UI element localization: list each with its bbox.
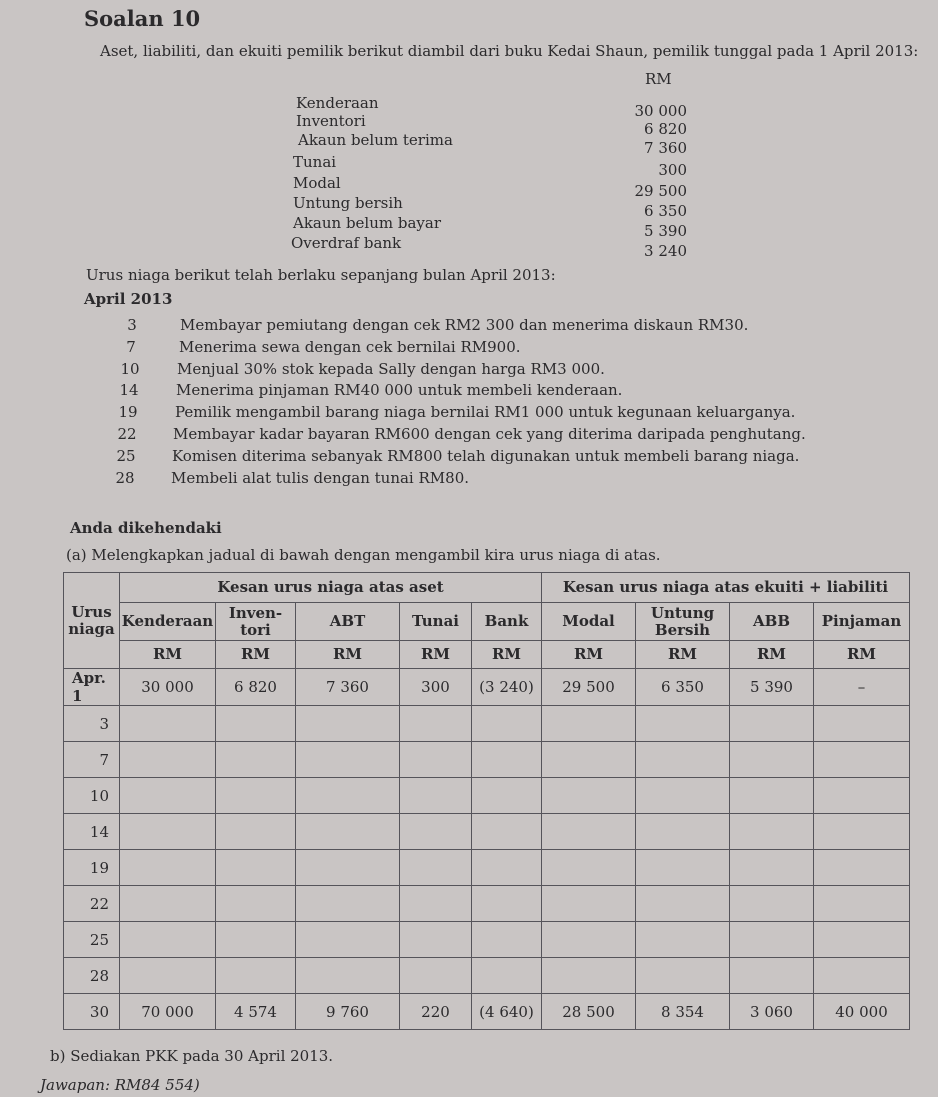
unit-label: RM bbox=[542, 641, 636, 669]
transaction-description: Menjual 30% stok kepada Sally dengan harga RM3 000. bbox=[177, 359, 605, 378]
blank-answer-cell[interactable] bbox=[400, 886, 472, 922]
column-header: Inven- tori bbox=[216, 603, 296, 641]
blank-answer-cell[interactable] bbox=[542, 922, 636, 958]
unit-label: RM bbox=[636, 641, 730, 669]
balance-label: Tunai bbox=[293, 153, 337, 171]
blank-answer-cell[interactable] bbox=[400, 706, 472, 742]
table-row bbox=[64, 922, 910, 958]
transaction-day: 7 bbox=[126, 337, 136, 356]
blank-answer-cell[interactable] bbox=[400, 814, 472, 850]
blank-answer-cell[interactable] bbox=[814, 850, 910, 886]
blank-answer-cell[interactable] bbox=[636, 814, 730, 850]
table-cell: (4 640) bbox=[472, 994, 542, 1030]
blank-answer-cell[interactable] bbox=[814, 958, 910, 994]
row-day-label: 25 bbox=[64, 922, 120, 958]
blank-answer-cell[interactable] bbox=[216, 742, 296, 778]
question-title: Soalan 10 bbox=[84, 6, 201, 31]
accounting-equation-table bbox=[63, 572, 910, 1030]
blank-answer-cell[interactable] bbox=[730, 850, 814, 886]
column-header: ABB bbox=[730, 603, 814, 641]
transaction-description: Menerima pinjaman RM40 000 untuk membeli kenderaan. bbox=[176, 381, 623, 400]
blank-answer-cell[interactable] bbox=[400, 778, 472, 814]
balance-label: Akaun belum bayar bbox=[293, 214, 442, 232]
blank-answer-cell[interactable] bbox=[472, 814, 542, 850]
blank-answer-cell[interactable] bbox=[542, 814, 636, 850]
blank-answer-cell[interactable] bbox=[400, 742, 472, 778]
blank-answer-cell[interactable] bbox=[542, 706, 636, 742]
transaction-description: Membayar pemiutang dengan cek RM2 300 dan menerima diskaun RM30. bbox=[180, 316, 749, 334]
blank-answer-cell[interactable] bbox=[120, 706, 216, 742]
blank-answer-cell[interactable] bbox=[120, 850, 216, 886]
transaction-description: Membeli alat tulis dengan tunai RM80. bbox=[171, 468, 470, 487]
blank-answer-cell[interactable] bbox=[296, 814, 400, 850]
balance-value: 7 360 bbox=[644, 139, 687, 157]
table-cell: 8 354 bbox=[636, 994, 730, 1030]
transaction-day: 10 bbox=[120, 359, 140, 378]
blank-answer-cell[interactable] bbox=[542, 778, 636, 814]
blank-answer-cell[interactable] bbox=[216, 850, 296, 886]
row-day-label: 3 bbox=[64, 706, 120, 742]
table-row bbox=[64, 886, 910, 922]
task-heading: Anda dikehendaki bbox=[70, 519, 222, 537]
table-cell: – bbox=[814, 669, 910, 706]
blank-answer-cell[interactable] bbox=[296, 742, 400, 778]
blank-answer-cell[interactable] bbox=[730, 886, 814, 922]
balance-value: 3 240 bbox=[644, 242, 687, 260]
column-header: Bank bbox=[472, 603, 542, 641]
blank-answer-cell[interactable] bbox=[814, 778, 910, 814]
table-row bbox=[64, 742, 910, 778]
row-day-label: 22 bbox=[64, 886, 120, 922]
row-day-label: 7 bbox=[64, 742, 120, 778]
month-heading: April 2013 bbox=[84, 290, 173, 308]
table-cell: 300 bbox=[400, 669, 472, 706]
unit-row bbox=[64, 641, 910, 669]
table-cell: 40 000 bbox=[814, 994, 910, 1030]
transaction-description: Menerima sewa dengan cek bernilai RM900. bbox=[179, 337, 521, 356]
blank-answer-cell[interactable] bbox=[730, 742, 814, 778]
blank-answer-cell[interactable] bbox=[216, 958, 296, 994]
balance-label: Inventori bbox=[296, 112, 366, 130]
transaction-day: 14 bbox=[119, 381, 139, 400]
unit-label: RM bbox=[472, 641, 542, 669]
blank-answer-cell[interactable] bbox=[636, 778, 730, 814]
blank-answer-cell[interactable] bbox=[542, 958, 636, 994]
blank-answer-cell[interactable] bbox=[814, 886, 910, 922]
table-cell: 5 390 bbox=[730, 669, 814, 706]
blank-answer-cell[interactable] bbox=[472, 742, 542, 778]
blank-answer-cell[interactable] bbox=[400, 958, 472, 994]
blank-answer-cell[interactable] bbox=[296, 886, 400, 922]
table-cell: 30 000 bbox=[120, 669, 216, 706]
row-day-label: Apr. 1 bbox=[64, 669, 120, 706]
column-header: Modal bbox=[542, 603, 636, 641]
row-day-label: 10 bbox=[64, 778, 120, 814]
balance-value: 300 bbox=[658, 161, 687, 179]
row-day-label: 19 bbox=[64, 850, 120, 886]
balance-value: 29 500 bbox=[634, 182, 687, 200]
blank-answer-cell[interactable] bbox=[400, 922, 472, 958]
blank-answer-cell[interactable] bbox=[120, 958, 216, 994]
blank-answer-cell[interactable] bbox=[216, 886, 296, 922]
blank-answer-cell[interactable] bbox=[814, 922, 910, 958]
balance-value: 5 390 bbox=[644, 222, 687, 240]
table-row bbox=[64, 994, 910, 1030]
balance-unit: RM bbox=[645, 70, 672, 88]
blank-answer-cell[interactable] bbox=[472, 850, 542, 886]
balance-label: Modal bbox=[293, 174, 341, 192]
table-row bbox=[64, 778, 910, 814]
table-cell: 6 820 bbox=[216, 669, 296, 706]
transactions-intro: Urus niaga berikut telah berlaku sepanjang bulan April 2013: bbox=[86, 266, 556, 284]
blank-answer-cell[interactable] bbox=[636, 850, 730, 886]
unit-label: RM bbox=[400, 641, 472, 669]
blank-answer-cell[interactable] bbox=[730, 706, 814, 742]
blank-answer-cell[interactable] bbox=[636, 886, 730, 922]
assets-group-header: Kesan urus niaga atas aset bbox=[120, 573, 542, 603]
table-row bbox=[64, 669, 910, 706]
row-day-label: 28 bbox=[64, 958, 120, 994]
blank-answer-cell[interactable] bbox=[296, 706, 400, 742]
transaction-day: 19 bbox=[118, 403, 138, 422]
blank-answer-cell[interactable] bbox=[120, 742, 216, 778]
table-cell: 29 500 bbox=[542, 669, 636, 706]
unit-label: RM bbox=[814, 641, 910, 669]
part-a-instruction: (a) Melengkapkan jadual di bawah dengan mengambil kira urus niaga di atas. bbox=[66, 546, 661, 564]
blank-answer-cell[interactable] bbox=[472, 958, 542, 994]
unit-label: RM bbox=[730, 641, 814, 669]
blank-answer-cell[interactable] bbox=[814, 742, 910, 778]
column-header: Kenderaan bbox=[120, 603, 216, 641]
blank-answer-cell[interactable] bbox=[120, 922, 216, 958]
blank-answer-cell[interactable] bbox=[636, 958, 730, 994]
table-cell: 6 350 bbox=[636, 669, 730, 706]
blank-answer-cell[interactable] bbox=[814, 814, 910, 850]
blank-answer-cell[interactable] bbox=[216, 814, 296, 850]
table-cell: 7 360 bbox=[296, 669, 400, 706]
table-row bbox=[64, 814, 910, 850]
transaction-day: 3 bbox=[127, 316, 137, 334]
blank-answer-cell[interactable] bbox=[472, 886, 542, 922]
blank-answer-cell[interactable] bbox=[472, 922, 542, 958]
column-header: Untung Bersih bbox=[636, 603, 730, 641]
column-header: ABT bbox=[296, 603, 400, 641]
transaction-day: 28 bbox=[115, 468, 135, 487]
transaction-description: Komisen diterima sebanyak RM800 telah digunakan untuk membeli barang niaga. bbox=[172, 446, 800, 465]
blank-answer-cell[interactable] bbox=[636, 922, 730, 958]
unit-label: RM bbox=[296, 641, 400, 669]
blank-answer-cell[interactable] bbox=[814, 706, 910, 742]
table-row bbox=[64, 850, 910, 886]
blank-answer-cell[interactable] bbox=[296, 850, 400, 886]
blank-answer-cell[interactable] bbox=[730, 922, 814, 958]
blank-answer-cell[interactable] bbox=[542, 886, 636, 922]
blank-answer-cell[interactable] bbox=[216, 706, 296, 742]
blank-answer-cell[interactable] bbox=[216, 922, 296, 958]
blank-answer-cell[interactable] bbox=[296, 922, 400, 958]
balance-value: 6 350 bbox=[644, 202, 687, 220]
balance-value: 6 820 bbox=[644, 120, 687, 138]
balance-value: 30 000 bbox=[634, 102, 687, 120]
table-row bbox=[64, 958, 910, 994]
blank-answer-cell[interactable] bbox=[730, 814, 814, 850]
blank-answer-cell[interactable] bbox=[636, 742, 730, 778]
column-header: Tunai bbox=[400, 603, 472, 641]
balance-label: Kenderaan bbox=[296, 94, 379, 112]
blank-answer-cell[interactable] bbox=[542, 850, 636, 886]
balance-label: Overdraf bank bbox=[291, 234, 402, 252]
table-cell: 9 760 bbox=[296, 994, 400, 1030]
part-b-instruction: b) Sediakan PKK pada 30 April 2013. bbox=[50, 1047, 334, 1065]
column-header: Pinjaman bbox=[814, 603, 910, 641]
answer-text: Jawapan: RM84 554) bbox=[40, 1076, 200, 1094]
transaction-day: 22 bbox=[117, 425, 137, 443]
table-cell: 4 574 bbox=[216, 994, 296, 1030]
table-row bbox=[64, 706, 910, 742]
blank-answer-cell[interactable] bbox=[296, 778, 400, 814]
blank-answer-cell[interactable] bbox=[636, 706, 730, 742]
blank-answer-cell[interactable] bbox=[400, 850, 472, 886]
table-cell: 28 500 bbox=[542, 994, 636, 1030]
table-cell: 70 000 bbox=[120, 994, 216, 1030]
blank-answer-cell[interactable] bbox=[730, 778, 814, 814]
equity-liabilities-group-header: Kesan urus niaga atas ekuiti + liabiliti bbox=[542, 573, 910, 603]
column-header-row bbox=[64, 603, 910, 641]
balance-label: Untung bersih bbox=[293, 194, 403, 212]
blank-answer-cell[interactable] bbox=[216, 778, 296, 814]
table-cell: 3 060 bbox=[730, 994, 814, 1030]
table-cell: (3 240) bbox=[472, 669, 542, 706]
row-day-label: 30 bbox=[64, 994, 120, 1030]
blank-answer-cell[interactable] bbox=[472, 778, 542, 814]
transaction-description: Membayar kadar bayaran RM600 dengan cek yang diterima daripada penghutang. bbox=[173, 425, 806, 443]
blank-answer-cell[interactable] bbox=[120, 886, 216, 922]
transaction-description: Pemilik mengambil barang niaga bernilai RM1 000 untuk kegunaan keluarganya. bbox=[175, 403, 796, 422]
urus-niaga-header: Urus niaga bbox=[64, 573, 120, 669]
intro-text: Aset, liabiliti, dan ekuiti pemilik berikut diambil dari buku Kedai Shaun, pemilik tunggal pada 1 April 2013: bbox=[100, 42, 919, 60]
balance-label: Akaun belum terima bbox=[298, 131, 453, 149]
blank-answer-cell[interactable] bbox=[120, 778, 216, 814]
blank-answer-cell[interactable] bbox=[296, 958, 400, 994]
transaction-day: 25 bbox=[116, 446, 136, 465]
row-day-label: 14 bbox=[64, 814, 120, 850]
table-cell: 220 bbox=[400, 994, 472, 1030]
blank-answer-cell[interactable] bbox=[542, 742, 636, 778]
blank-answer-cell[interactable] bbox=[472, 706, 542, 742]
unit-label: RM bbox=[120, 641, 216, 669]
blank-answer-cell[interactable] bbox=[120, 814, 216, 850]
unit-label: RM bbox=[216, 641, 296, 669]
blank-answer-cell[interactable] bbox=[730, 958, 814, 994]
